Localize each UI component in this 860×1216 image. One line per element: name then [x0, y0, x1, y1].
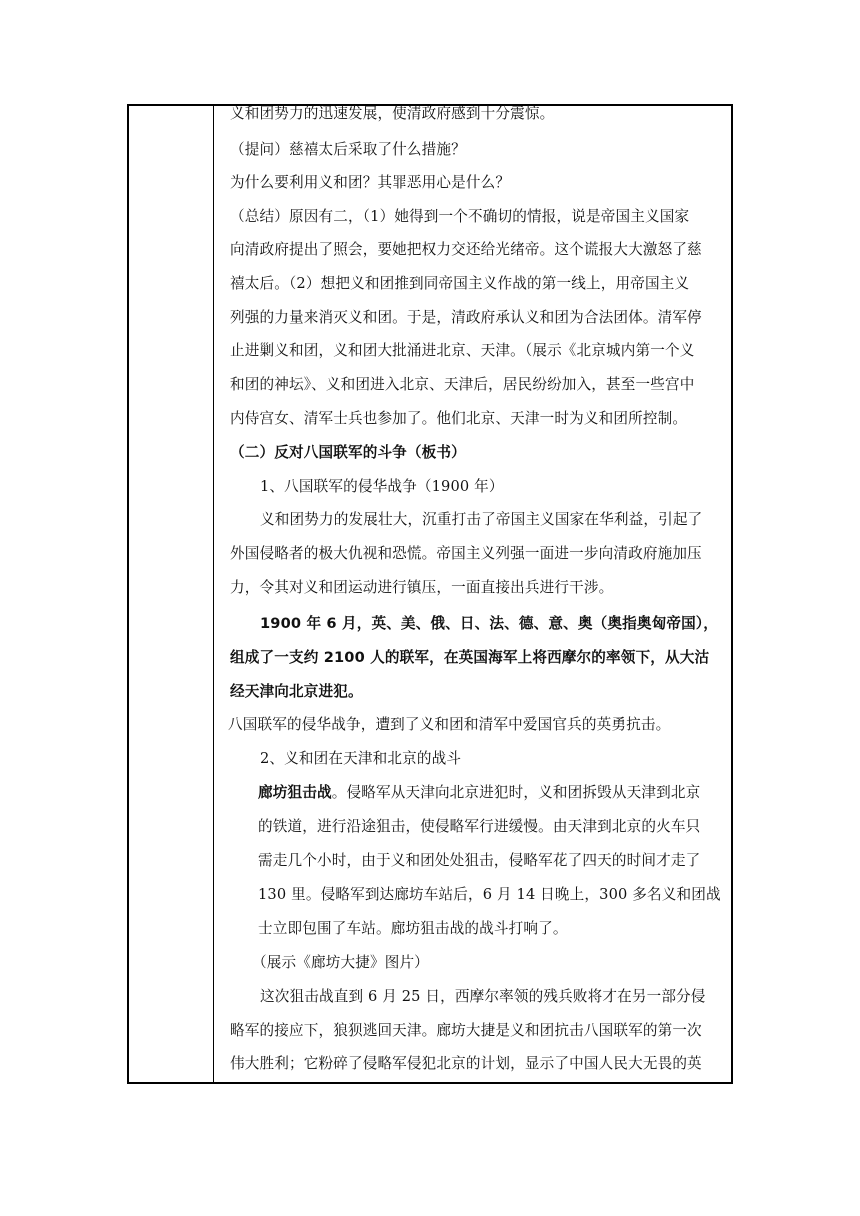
- text-line: [230, 683, 363, 701]
- text-line-content: 廊坊狙击战: [258, 784, 332, 801]
- text-line: [260, 615, 718, 633]
- text-line: [230, 208, 689, 226]
- text-line-content: 的铁道，进行沿途狙击，使侵略军行进缓慢。由天津到北京的火车只: [258, 818, 701, 835]
- text-line-content: 这次狙击战直到 6 月 25 日，西摩尔率领的残兵败将才在另一部分侵: [260, 988, 706, 1005]
- table-left-column: [129, 106, 214, 1082]
- text-line-content: 和团的神坛》、义和团进入北京、天津后，居民纷纷加入，甚至一些宫中: [230, 376, 695, 393]
- text-line: [230, 410, 687, 428]
- text-line-content: 向清政府提出了照会，要她把权力交还给光绪帝。这个谎报大大激怒了慈: [230, 241, 702, 258]
- text-line: [252, 954, 429, 972]
- text-line: [230, 105, 554, 123]
- text-line: [260, 478, 504, 496]
- text-line-content: 1、八国联军的侵华战争（1900 年）: [260, 478, 504, 495]
- text-line: [230, 444, 466, 462]
- text-line-content: 士立即包围了车站。廊坊狙击战的战斗打响了。: [258, 920, 568, 937]
- text-line-content: 2、义和团在天津和北京的战斗: [260, 750, 462, 767]
- text-line-content: 止进剿义和团，义和团大批涌进北京、天津。（展示《北京城内第一个义: [230, 342, 695, 359]
- text-line-content: 为什么要利用义和团？其罪恶用心是什么？: [230, 174, 511, 191]
- text-line-content: 经天津向北京进犯。: [230, 683, 363, 700]
- text-line-content: 列强的力量来消灭义和团。于是，清政府承认义和团为合法团体。清军停: [230, 309, 702, 326]
- text-line: [230, 309, 702, 327]
- text-line-content: （总结）原因有二，（1）她得到一个不确切的情报，说是帝国主义国家: [230, 208, 690, 225]
- text-line-content: 八国联军的侵华战争，遭到了义和团和清军中爱国官兵的英勇抗击。: [228, 716, 671, 733]
- text-line-content: 伟大胜利；它粉碎了侵略军侵犯北京的计划，显示了中国人民大无畏的英: [230, 1055, 702, 1072]
- text-line: [260, 988, 706, 1006]
- text-line: [258, 784, 700, 802]
- text-line-content: 略军的接应下，狼狈逃回天津。廊坊大捷是义和团抗击八国联军的第一次: [230, 1022, 702, 1039]
- text-line: [230, 241, 702, 259]
- text-line-content: 组成了一支约 2100 人的联军，在英国海军上将西摩尔的率领下，从大沽: [230, 649, 710, 666]
- text-line: [230, 1055, 702, 1073]
- text-line-content: （展示《廊坊大捷》图片）: [252, 954, 429, 971]
- text-line-content: （二）反对八国联军的斗争（板书）: [230, 444, 466, 461]
- text-line: [258, 818, 700, 836]
- text-line-continuation: 。侵略军从天津向北京进犯时，义和团拆毁从天津到北京: [331, 784, 701, 801]
- text-line-content: （提问）慈禧太后采取了什么措施？: [230, 141, 466, 158]
- text-line-content: 义和团势力的发展壮大，沉重打击了帝国主义国家在华利益，引起了: [260, 511, 703, 528]
- text-line: [230, 579, 613, 597]
- text-line: [228, 716, 670, 734]
- text-line-content: 力，令其对义和团运动进行镇压，一面直接出兵进行干涉。: [230, 579, 614, 596]
- text-line: [230, 376, 695, 394]
- text-line: [230, 1022, 702, 1040]
- text-line-content: 内侍宫女、清军士兵也参加了。他们北京、天津一时为义和团所控制。: [230, 410, 688, 427]
- text-line: [230, 275, 689, 293]
- text-line-content: 需走几个小时，由于义和团处处狙击，侵略军花了四天的时间才走了: [258, 852, 701, 869]
- text-line: [230, 141, 466, 159]
- text-line-content: 1900 年 6 月，英、美、俄、日、法、德、意、奥（奥指奥匈帝国），: [260, 615, 718, 632]
- text-line: [230, 174, 510, 192]
- text-line: [258, 852, 700, 870]
- text-line: [230, 649, 709, 667]
- text-line: [260, 750, 461, 768]
- text-line: [230, 545, 702, 563]
- text-line: [260, 511, 702, 529]
- text-line-content: 禧太后。（2）想把义和团推到同帝国主义作战的第一线上，用帝国主义: [230, 275, 690, 292]
- text-line-content: 义和团势力的迅速发展，使清政府感到十分震惊。: [230, 105, 555, 122]
- text-line: [230, 342, 695, 360]
- text-line-content: 130 里。侵略军到达廊坊车站后，6 月 14 日晚上，300 多名义和团战: [258, 886, 721, 903]
- text-line: [258, 920, 568, 938]
- text-line: [258, 886, 721, 904]
- text-line-content: 外国侵略者的极大仇视和恐慌。帝国主义列强一面进一步向清政府施加压: [230, 545, 702, 562]
